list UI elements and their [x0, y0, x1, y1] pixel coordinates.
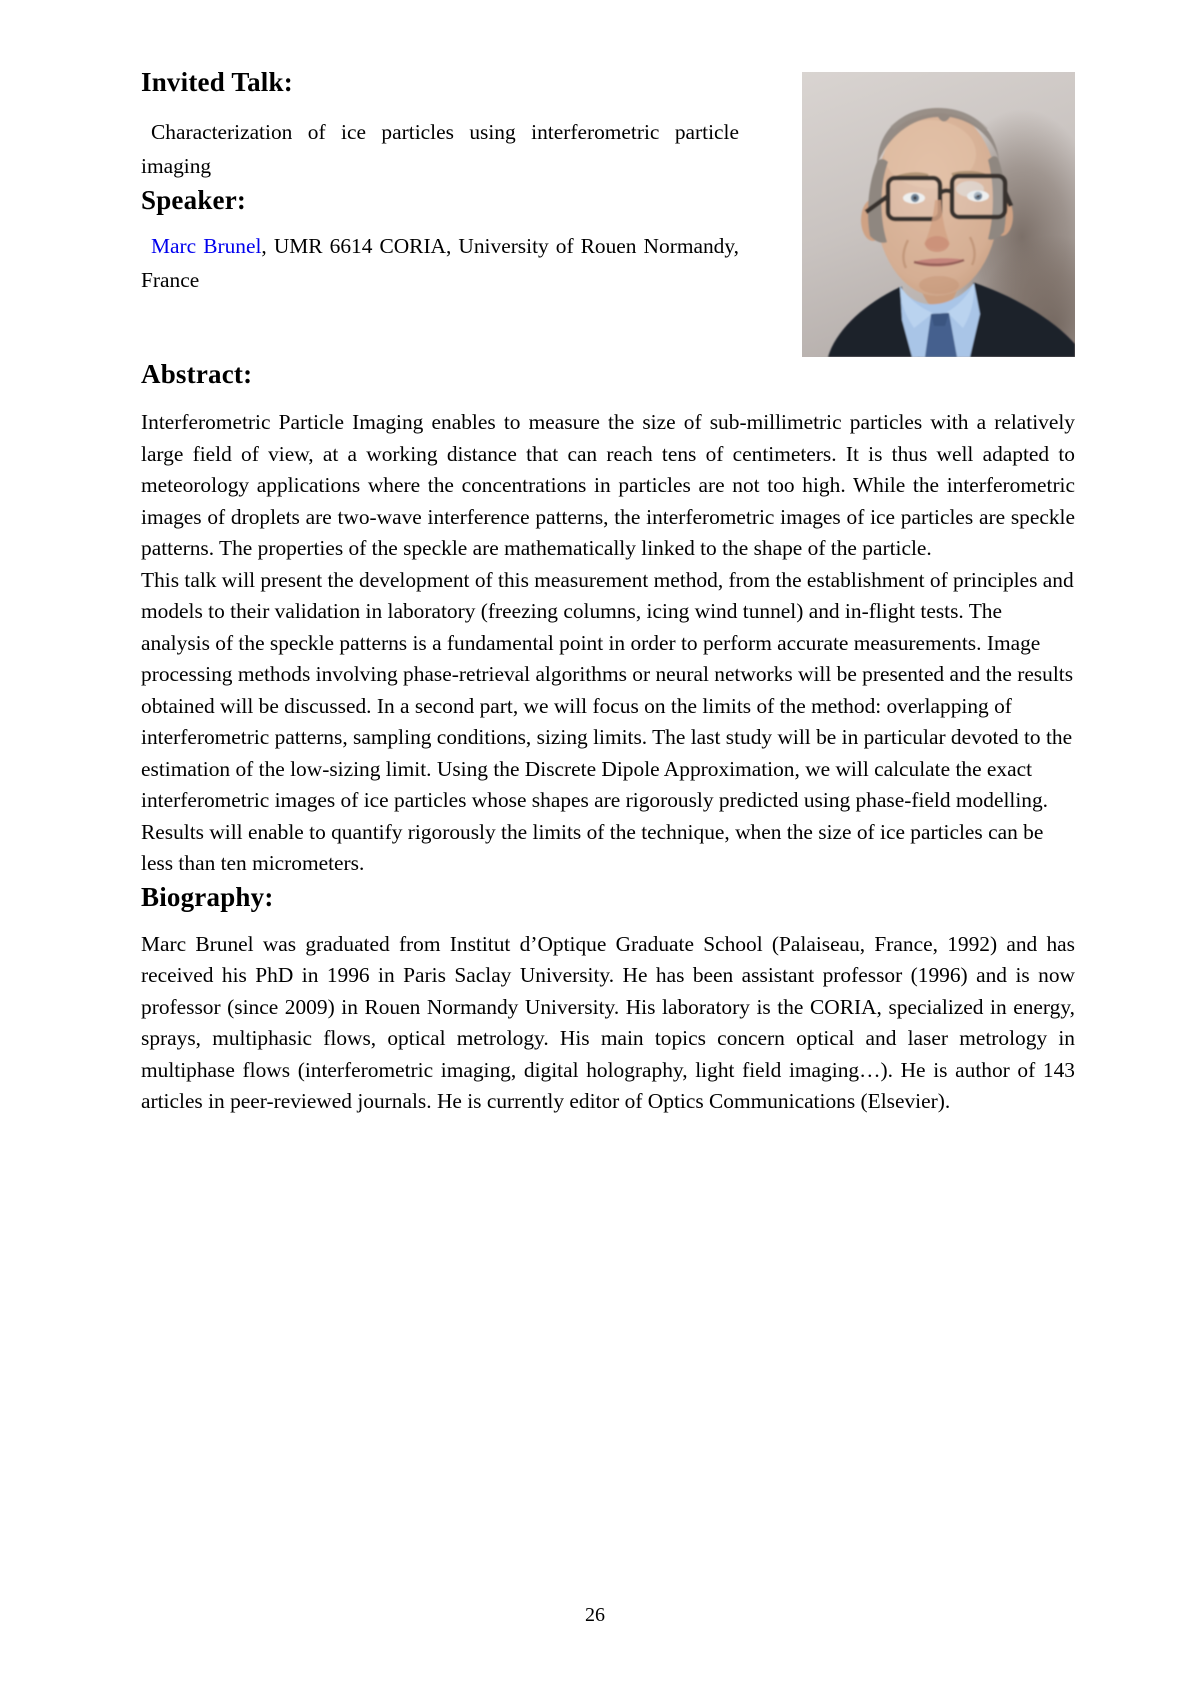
speaker-heading: Speaker: [141, 185, 247, 215]
page-content [141, 0, 1075, 1118]
invited-talk-heading: Invited Talk: [141, 67, 293, 97]
speaker-affiliation: , UMR 6614 CORIA, University of Rouen Normandy, France [141, 234, 739, 292]
speaker-line [141, 230, 739, 297]
invited-talk-section [141, 65, 1075, 357]
biography-heading: Biography: [141, 881, 274, 912]
abstract-paragraph-2: This talk will present the development of this measurement method, from the establishment of principles and models to their validation in laboratory (freezing columns, icing wind tunnel) and in-flight tests. The analysis of the speckle patterns is a fundamental point in order to perform accurate measurements. Image processing methods involving phase-retrieval algorithms or neural networks will be presented and the results obtained will be discussed. In a second part, we will focus on the limits of the method: overlapping of interferometric patterns, sampling conditions, sizing limits. The last study will be in particular devoted to the estimation of the low-sizing limit. Using the Discrete Dipole Approximation, we will calculate the exact interferometric images of ice particles whose shapes are rigorously predicted using phase-field modelling. Results will enable to quantify rigorously the limits of the technique, when the size of ice particles can be less than ten micrometers. [141, 567, 1074, 875]
biography-paragraph: Marc Brunel was graduated from Institut d’Optique Graduate School (Palaiseau, France, 1992) and has received his PhD in 1996 in Paris Saclay University. He has been assistant professor (1996) and is now professor (since 2009) in Rouen Normandy University. His laboratory is the CORIA, specialized in energy, sprays, multiphasic flows, optical metrology. His main topics concern optical and laser metrology in multiphase flows (interferometric imaging, digital holography, light field imaging…). He is author of 143 articles in peer-reviewed journals. He is currently editor of Optics Communications (Elsevier). [141, 931, 1075, 1113]
abstract-paragraph-1: Interferometric Particle Imaging enables to measure the size of sub-millimetric particles with a relatively large field of view, at a working distance that can reach tens of centimeters. It is thus well adapted to meteorology applications where the concentrations in particles are not too high. While the interferometric images of droplets are two-wave interference patterns, the interferometric images of ice particles are speckle patterns. The properties of the speckle are mathematically linked to the shape of the particle. [141, 410, 1075, 560]
abstract-heading: Abstract: [141, 359, 253, 389]
page-number: 26 [585, 1604, 605, 1626]
speaker-name-link[interactable]: Marc Brunel [151, 234, 262, 258]
talk-title: Characterization of ice particles using interferometric particle imaging [141, 120, 739, 178]
speaker-photo [802, 72, 1075, 357]
invited-talk-text-column [141, 65, 739, 297]
portrait-illustration [802, 72, 1075, 357]
